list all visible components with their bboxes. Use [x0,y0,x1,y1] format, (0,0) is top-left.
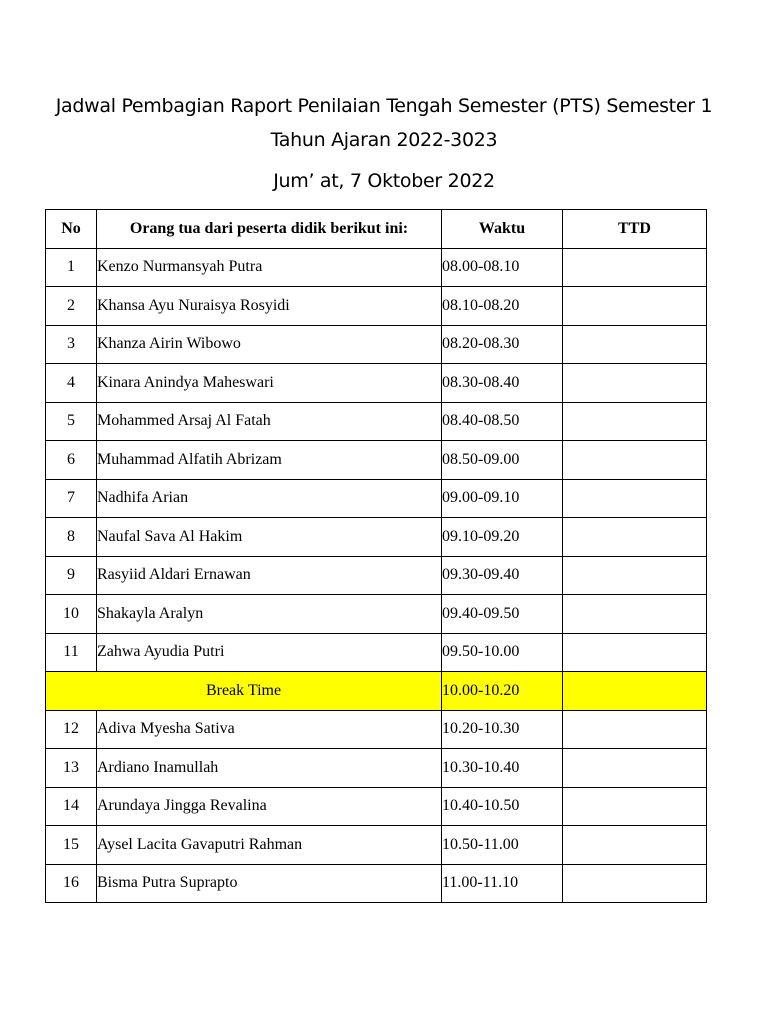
parent-of-student-name: Adiva Myesha Sativa [97,710,442,749]
signature-cell [563,826,707,865]
time-slot: 08.10-08.20 [442,287,563,326]
table-row [46,710,707,749]
row-number: 10 [46,595,97,634]
signature-cell [563,595,707,634]
row-number: 14 [46,787,97,826]
schedule-table [45,209,707,903]
time-slot: 09.00-09.10 [442,479,563,518]
signature-cell [563,479,707,518]
row-number: 5 [46,402,97,441]
row-number: 1 [46,248,97,287]
time-slot: 08.20-08.30 [442,325,563,364]
signature-cell [563,787,707,826]
time-slot: 10.20-10.30 [442,710,563,749]
signature-cell [563,325,707,364]
table-row [46,595,707,634]
parent-of-student-name: Aysel Lacita Gavaputri Rahman [97,826,442,865]
time-slot: 10.50-11.00 [442,826,563,865]
time-slot: 08.00-08.10 [442,248,563,287]
parent-of-student-name: Bisma Putra Suprapto [97,864,442,903]
signature-cell [563,518,707,557]
time-slot: 08.50-09.00 [442,441,563,480]
break-signature-cell [563,672,707,711]
signature-cell [563,556,707,595]
row-number: 7 [46,479,97,518]
time-slot: 09.50-10.00 [442,633,563,672]
signature-cell [563,441,707,480]
time-slot: 08.30-08.40 [442,364,563,403]
signature-cell [563,248,707,287]
break-time: 10.00-10.20 [442,672,563,711]
signature-cell [563,287,707,326]
row-number: 15 [46,826,97,865]
signature-cell [563,633,707,672]
break-section [46,672,707,711]
signature-cell [563,864,707,903]
row-number: 6 [46,441,97,480]
time-slot: 09.30-09.40 [442,556,563,595]
parent-of-student-name: Kinara Anindya Maheswari [97,364,442,403]
row-number: 12 [46,710,97,749]
parent-of-student-name: Muhammad Alfatih Abrizam [97,441,442,480]
table-row [46,402,707,441]
table-row [46,287,707,326]
row-number: 13 [46,749,97,788]
table-row [46,749,707,788]
row-number: 16 [46,864,97,903]
row-number: 4 [46,364,97,403]
parent-of-student-name: Kenzo Nurmansyah Putra [97,248,442,287]
schedule-date: Jum’ at, 7 Oktober 2022 [273,170,495,192]
parent-of-student-name: Nadhifa Arian [97,479,442,518]
time-slot: 10.40-10.50 [442,787,563,826]
table-row [46,364,707,403]
time-slot: 10.30-10.40 [442,749,563,788]
time-slot: 08.40-08.50 [442,402,563,441]
table-row [46,826,707,865]
parent-of-student-name: Arundaya Jingga Revalina [97,787,442,826]
signature-cell [563,710,707,749]
table-row [46,518,707,557]
parent-of-student-name: Zahwa Ayudia Putri [97,633,442,672]
table-row [46,441,707,480]
parent-of-student-name: Rasyiid Aldari Ernawan [97,556,442,595]
column-header-parent: Orang tua dari peserta didik berikut ini: [97,210,442,249]
table-header-row [46,210,707,249]
row-number: 11 [46,633,97,672]
time-slot: 09.10-09.20 [442,518,563,557]
parent-of-student-name: Khanza Airin Wibowo [97,325,442,364]
signature-cell [563,749,707,788]
table-row [46,787,707,826]
row-number: 9 [46,556,97,595]
row-number: 8 [46,518,97,557]
table-row [46,248,707,287]
column-header-no: No [46,210,97,249]
time-slot: 11.00-11.10 [442,864,563,903]
parent-of-student-name: Khansa Ayu Nuraisya Rosyidi [97,287,442,326]
rows-after-break [46,710,707,903]
time-slot: 09.40-09.50 [442,595,563,634]
row-number: 2 [46,287,97,326]
break-label: Break Time [46,672,442,711]
parent-of-student-name: Shakayla Aralyn [97,595,442,634]
parent-of-student-name: Ardiano Inamullah [97,749,442,788]
parent-of-student-name: Naufal Sava Al Hakim [97,518,442,557]
row-number: 3 [46,325,97,364]
signature-cell [563,402,707,441]
table-row [46,864,707,903]
table-row [46,556,707,595]
table-row [46,479,707,518]
rows-before-break [46,248,707,672]
document-title: Jadwal Pembagian Raport Penilaian Tengah Semester (PTS) Semester 1 [55,95,713,117]
parent-of-student-name: Mohammed Arsaj Al Fatah [97,402,442,441]
signature-cell [563,364,707,403]
table-row [46,633,707,672]
column-header-signature: TTD [563,210,707,249]
academic-year: Tahun Ajaran 2022-3023 [270,129,498,151]
table-row [46,325,707,364]
column-header-time: Waktu [442,210,563,249]
break-row [46,672,707,711]
